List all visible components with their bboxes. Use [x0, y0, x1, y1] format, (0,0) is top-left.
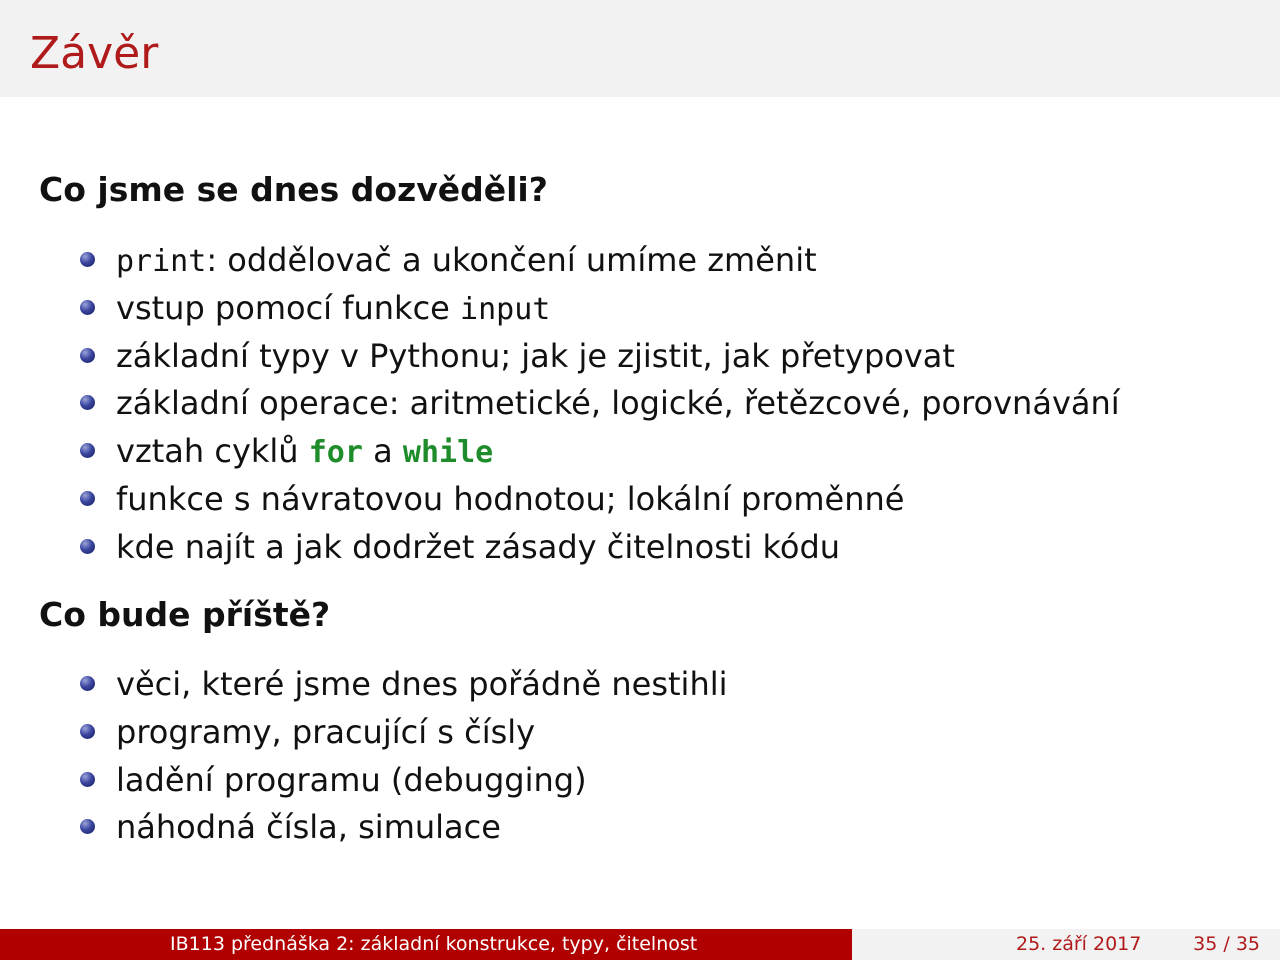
list-item: [0, 285, 1120, 333]
bullet-icon: [80, 395, 95, 410]
list-item: [0, 757, 728, 805]
list-item: [0, 476, 1120, 524]
list-item-text: vztah cyklů: [116, 432, 309, 471]
title-bar: [0, 0, 1280, 97]
bullet-icon: [80, 300, 95, 315]
keyword-while: while: [402, 435, 494, 471]
list-item: [0, 380, 1120, 428]
list-item-text: základní operace: aritmetické, logické, řetězcové, porovnávání: [116, 384, 1120, 423]
footer-info-panel: [852, 929, 1280, 960]
page-number: 35 / 35: [1193, 933, 1260, 955]
footer-title: IB113 přednáška 2: základní konstrukce, typy, čitelnost: [170, 933, 698, 955]
bullet-icon: [80, 724, 95, 739]
footer: [0, 929, 1280, 960]
footer-date: 25. září 2017: [1016, 933, 1142, 955]
bullet-icon: [80, 252, 95, 267]
list-item-text: programy, pracující s čísly: [116, 712, 536, 751]
slide-title: Závěr: [30, 28, 159, 79]
list-item-text: funkce s návratovou hodnotou; lokální proměnné: [116, 479, 905, 518]
next-list: [0, 661, 728, 852]
list-item: [0, 661, 728, 709]
bullet-icon: [80, 443, 95, 458]
list-item-text: vstup pomocí funkce: [116, 288, 461, 327]
list-item-text: kde najít a jak dodržet zásady čitelnosti kódu: [116, 527, 841, 566]
bullet-icon: [80, 348, 95, 363]
list-item-text: věci, které jsme dnes pořádně nestihli: [116, 665, 728, 703]
list-item: [0, 709, 728, 757]
list-item-text: náhodná čísla, simulace: [116, 808, 501, 847]
section-heading-next: Co bude příště?: [39, 595, 331, 634]
list-item-text: základní typy v Pythonu; jak je zjistit, jak přetypovat: [116, 336, 955, 375]
list-item: [0, 428, 1120, 476]
footer-title-panel: [0, 929, 852, 960]
list-item: [0, 804, 728, 852]
list-item: [0, 237, 1120, 285]
bullet-icon: [80, 539, 95, 554]
list-item-text-mid: a: [362, 432, 403, 471]
learned-list: [0, 237, 1120, 572]
section-heading-learned: Co jsme se dnes dozvěděli?: [39, 170, 548, 209]
list-item: [0, 524, 1120, 572]
list-item-text: ladění programu (debugging): [116, 760, 587, 799]
list-item-text: : oddělovač a ukončení umíme změnit: [206, 241, 817, 279]
list-item: [0, 333, 1120, 381]
bullet-icon: [80, 676, 95, 691]
bullet-icon: [80, 819, 95, 834]
keyword-for: for: [308, 435, 363, 471]
bullet-icon: [80, 772, 95, 787]
code-print: print: [116, 244, 207, 279]
code-input: input: [460, 291, 551, 327]
bullet-icon: [80, 491, 95, 506]
